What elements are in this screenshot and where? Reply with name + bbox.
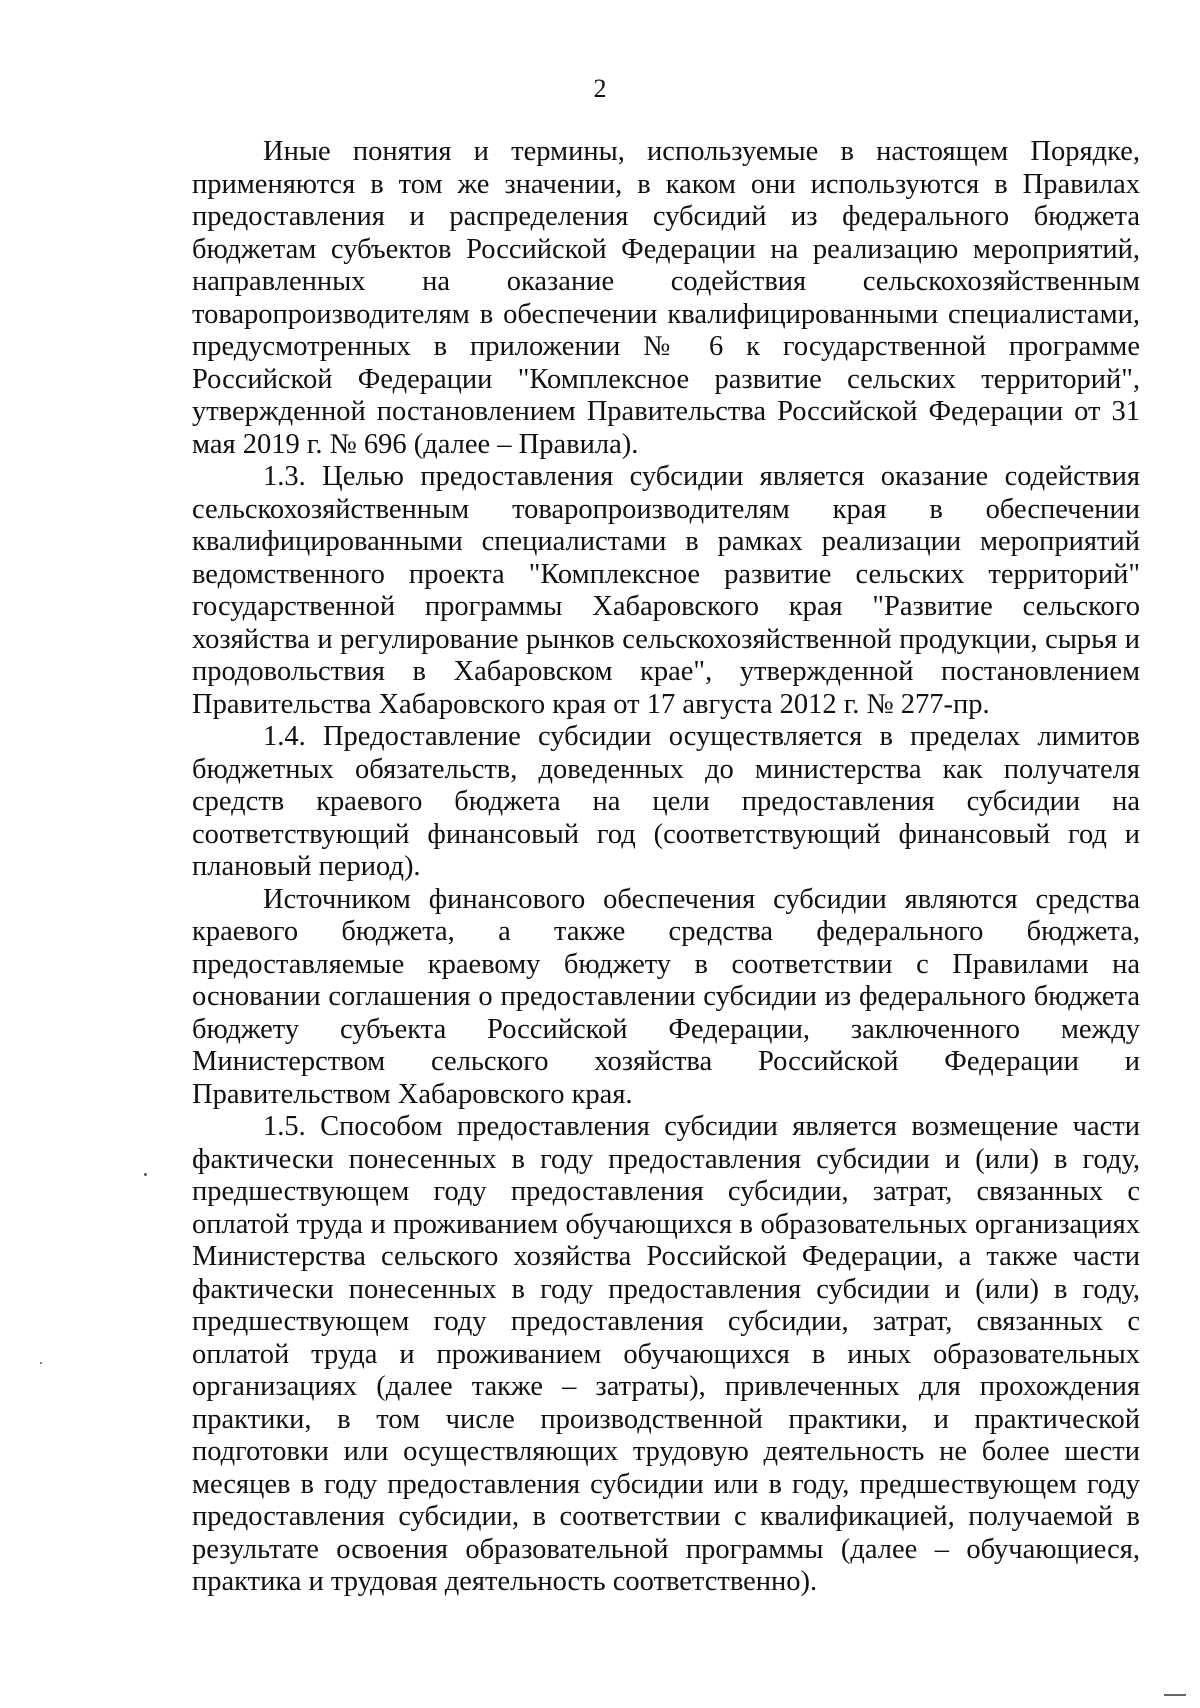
- paragraph-1-4: 1.4. Предоставление субсидии осуществляется в пределах лимитов бюджетных обязательств, доведенных до министерства как получателя средств краевого бюджета на цели предоставления субсидии на соответствующий финансовый год (соответствующий финансовый год и плановый период).: [192, 721, 1140, 882]
- scan-edge-mark: [1164, 1694, 1186, 1696]
- paragraph-funding-source: Источником финансового обеспечения субсидии являются средства краевого бюджета, а также средства федерального бюджета, предоставляемые краевому бюджету в соответствии с Правилами на основании соглашения о предоставлении субсидии из федерального бюджета бюджету субъекта Российской Федерации, заключенного между Министерством сельского хозяйства Российской Федерации и Правительством Хабаровского края.: [192, 883, 1140, 1110]
- scan-speck: [144, 1173, 147, 1176]
- page-number: 2: [593, 74, 607, 103]
- scan-speck: [40, 1362, 42, 1364]
- paragraph-terms: Иные понятия и термины, используемые в настоящем Порядке, применяются в том же значении, в каком они используются в Правилах предоставления и распределения субсидий из федерального бюджета бюджетам субъектов Российской Федерации на реализацию мероприятий, направленных на оказание содействия сельскохозяйственным товаропроизводителям в обеспечении квалифицированными специалистами, предусмотренных в приложении № 6 к государственной программе Российской Федерации "Комплексное развитие сельских территорий", утвержденной постановлением Правительства Российской Федерации от 31 мая 2019 г. № 696 (далее – Правила).: [192, 136, 1140, 460]
- paragraph-1-3: 1.3. Целью предоставления субсидии является оказание содействия сельскохозяйственным товаропроизводителям края в обеспечении квалифицированными специалистами в рамках реализации мероприятий ведомственного проекта "Комплексное развитие сельских территорий" государственной программы Хабаровского края "Развитие сельского хозяйства и регулирование рынков сельскохозяйственной продукции, сырья и продовольствия в Хабаровском крае", утвержденной постановлением Правительства Хабаровского края от 17 августа 2012 г. № 277-пр.: [192, 461, 1140, 720]
- document-body: [192, 136, 1140, 1599]
- paragraph-1-5: 1.5. Способом предоставления субсидии является возмещение части фактически понесенных в году предоставления субсидии и (или) в году, предшествующем году предоставления субсидии, затрат, связанных с оплатой труда и проживанием обучающихся в образовательных организациях Министерства сельского хозяйства Российской Федерации, а также части фактически понесенных в году предоставления субсидии и (или) в году, предшествующем году предоставления субсидии, затрат, связанных с оплатой труда и проживанием обучающихся в иных образовательных организациях (далее также – затраты), привлеченных для прохождения практики, в том числе производственной практики, и практической подготовки или осуществляющих трудовую деятельность не более шести месяцев в году предоставления субсидии или в году, предшествующем году предоставления субсидии, в соответствии с квалификацией, получаемой в результате освоения образовательной программы (далее – обучающиеся, практика и трудовая деятельность соответственно).: [192, 1111, 1140, 1597]
